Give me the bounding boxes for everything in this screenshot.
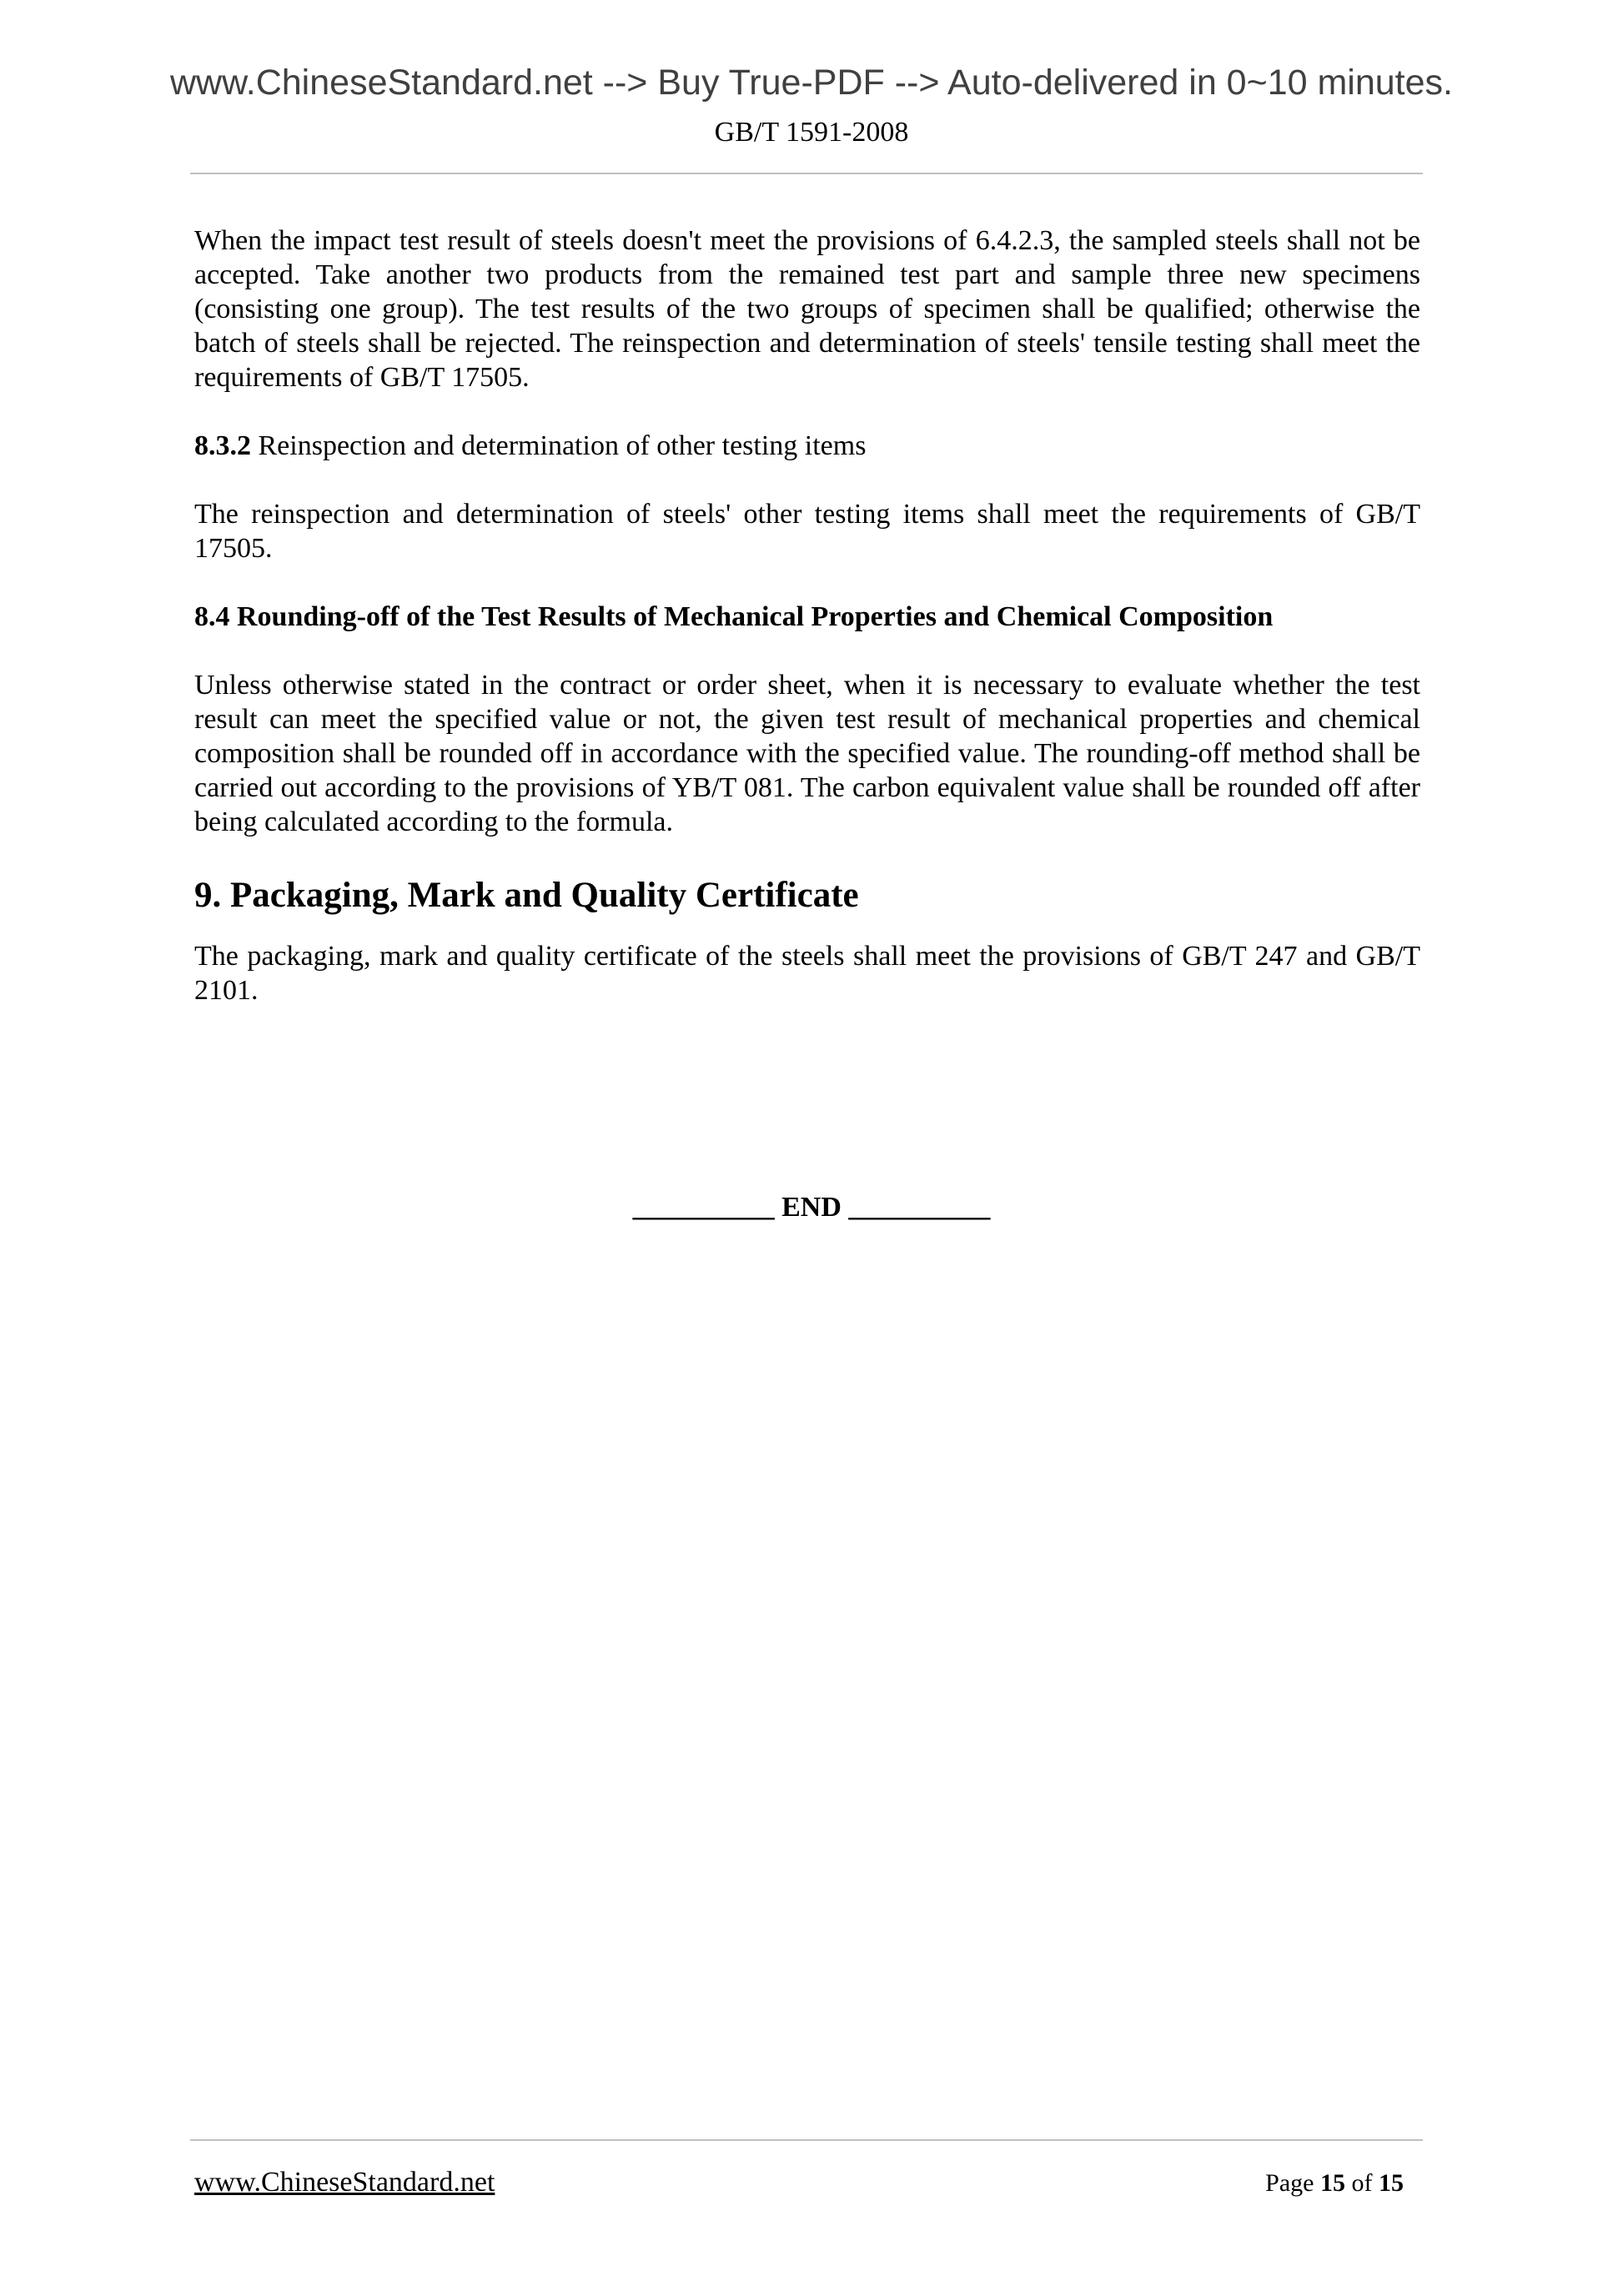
- header-divider: [190, 173, 1423, 174]
- paragraph-rounding-off: Unless otherwise stated in the contract or order sheet, when it is necessary to evaluate whether the test result can meet the specified value or not, the given test result of mechanical properties and chemical composition shall be rounded off in accordance with the specified value. The rounding-off method shall be carried out according to the provisions of YB/T 081. The carbon equivalent value shall be rounded off after being calculated according to the formula.: [194, 670, 1420, 837]
- clause-title: Reinspection and determination of other testing items: [258, 430, 867, 461]
- paragraph-impact-test: When the impact test result of steels doesn't meet the provisions of 6.4.2.3, the sampled steels shall not be accepted. Take another two products from the remained test part and sample three new specimens (consisting one group). The test results of the two groups of specimen shall be qualified; otherwise the batch of steels shall be rejected. The reinspection and determination of steels' tensile testing shall meet the requirements of GB/T 17505.: [194, 225, 1420, 393]
- page-total: 15: [1379, 2169, 1404, 2197]
- clause-8-3-2: [194, 429, 1420, 463]
- header-banner: www.ChineseStandard.net --> Buy True-PDF --> Auto-delivered in 0~10 minutes.: [169, 63, 1453, 103]
- standard-code: GB/T 1591-2008: [714, 117, 909, 148]
- document-body: [194, 224, 1420, 1007]
- clause-number: 8.3.2: [194, 430, 251, 461]
- page-current: 15: [1320, 2169, 1345, 2197]
- clause-8-4-heading: 8.4 Rounding-off of the Test Results of Mechanical Properties and Chemical Composition: [194, 601, 1274, 632]
- paragraph-packaging: The packaging, mark and quality certificate of the steels shall meet the provisions of GB/T 247 and GB/T 2101.: [194, 941, 1420, 1006]
- end-mark: __________ END __________: [632, 1192, 991, 1223]
- footer-site-link[interactable]: www.ChineseStandard.net: [194, 2167, 495, 2198]
- page-word: Page: [1265, 2169, 1314, 2197]
- section-9-heading: 9. Packaging, Mark and Quality Certificate: [194, 876, 859, 915]
- page-of: of: [1351, 2169, 1373, 2197]
- paragraph-other-items: The reinspection and determination of steels' other testing items shall meet the requirements of GB/T 17505.: [194, 499, 1420, 564]
- footer-divider: [190, 2139, 1423, 2141]
- page-number: [1265, 2171, 1404, 2196]
